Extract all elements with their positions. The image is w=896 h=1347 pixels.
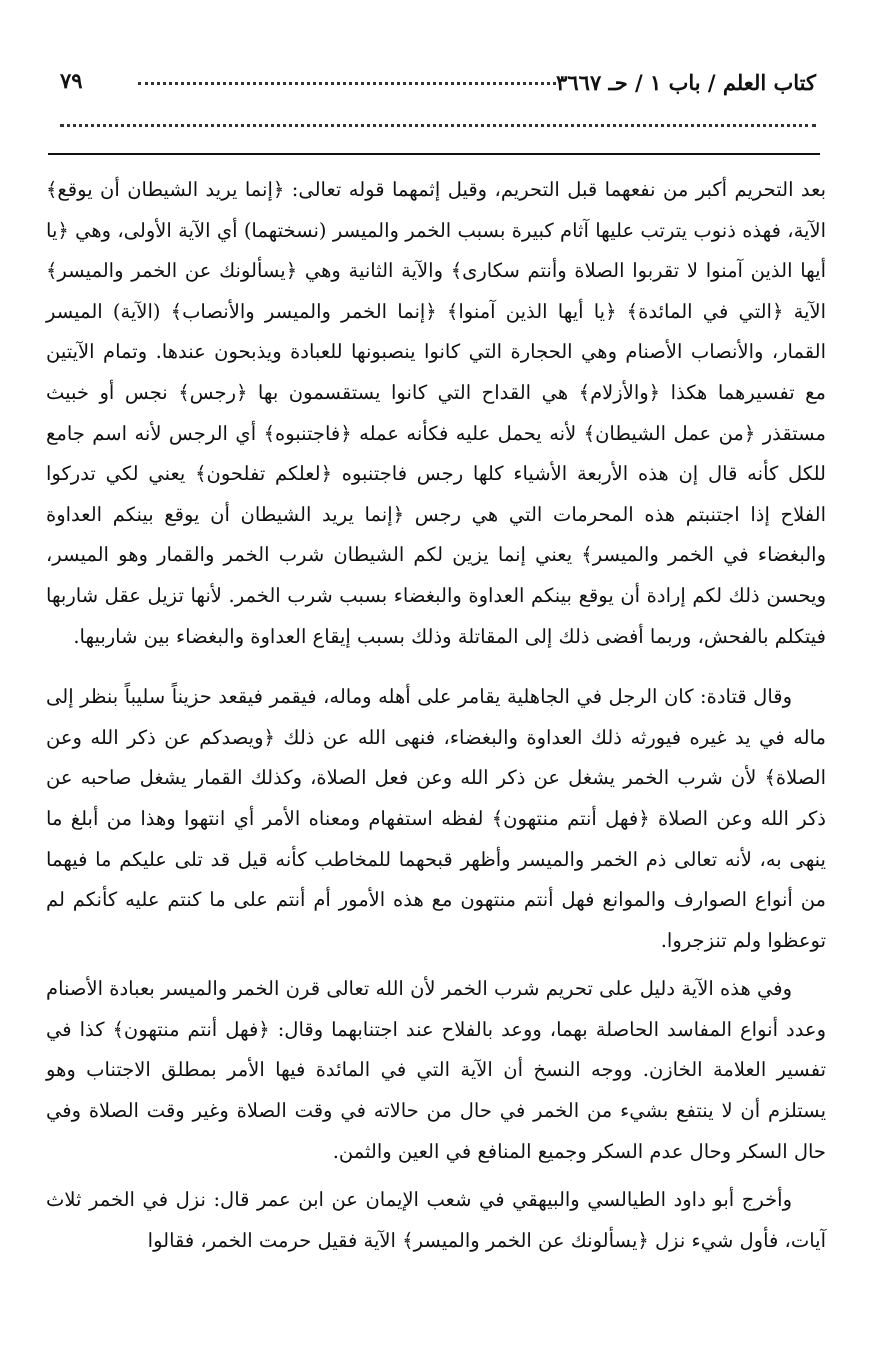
paragraph-spacer bbox=[46, 961, 826, 969]
paragraph-4: وأخرج أبو داود الطيالسي والبيهقي في شعب الإيمان عن ابن عمر قال: نزل في الخمر ثلاث آيات، فأول شيء نزل ﴿يسألونك عن الخمر والميسر﴾ الآية فقيل حرمت الخمر، فقالوا bbox=[46, 1188, 826, 1252]
paragraph-spacer bbox=[46, 1172, 826, 1180]
horizontal-rule bbox=[48, 153, 820, 155]
paragraph-2: وقال قتادة: كان الرجل في الجاهلية يقامر على أهله وماله، فيقمر فيقعد حزيناً سليباً بنظر إلى ماله في يد غيره فيورثه ذلك العداوة والبغضاء، فنهى الله عن ذلك ﴿ويصدكم عن ذكر الله وعن الصلاة﴾ لأن شرب الخمر يشغل عن ذكر الله وعن فعل الصلاة، وكذلك القمار يشغل صاحبه عن ذكر الله وعن الصلاة ﴿فهل أنتم منتهون﴾ لفظه استفهام ومعناه الأمر أي انتهوا وهذا من أبلغ ما ينهى به، لأنه تعالى ذم الخمر والميسر وأظهر قبحهما للمخاطب كأنه قيل قد تلى عليكم ما فيهما من أنواع الصوارف والموانع فهل أنتم منتهون مع هذه الأمور أم أنتم على ما كنتم عليه كأنكم لم توعظوا ولم تنزجروا. bbox=[46, 685, 826, 952]
main-text bbox=[46, 170, 826, 1261]
header-dot-leader bbox=[138, 82, 556, 85]
page-number: ٧٩ bbox=[60, 68, 83, 93]
paragraph-1: بعد التحريم أكبر من نفعهما قبل التحريم، وقيل إثمهما قوله تعالى: ﴿إنما يريد الشيطان أن يوقع﴾ الآية، فهذه ذنوب يترتب عليها آثام كبيرة بسبب الخمر والميسر (نسختهما) أي الآية الأولى، وهي ﴿يا أيها الذين آمنوا لا تقربوا الصلاة وأنتم سكارى﴾ والآية الثانية وهي ﴿يسألونك عن الخمر والميسر﴾ الآية ﴿التي في المائدة﴾ ﴿يا أيها الذين آمنوا﴾ ﴿إنما الخمر والميسر والأنصاب﴾ (الآية) الميسر القمار، والأنصاب الأصنام وهي الحجارة التي كانوا ينصبونها للعبادة ويذبحون عندها. وتمام الآيتين مع تفسيرهما هكذا ﴿والأزلام﴾ هي القداح التي كانوا يستقسمون بها ﴿رجس﴾ نجس أو خبيث مستقذر ﴿من عمل الشيطان﴾ لأنه يحمل عليه فكأنه عمله ﴿فاجتنبوه﴾ أي الرجس لأنه اسم جامع للكل كأنه قال إن هذه الأربعة الأشياء كلها رجس فاجتنبوه ﴿لعلكم تفلحون﴾ يعني لكي تدركوا الفلاح إذا اجتنبتم هذه المحرمات التي هي رجس ﴿إنما يريد الشيطان أن يوقع بينكم العداوة والبغضاء في الخمر والميسر﴾ يعني إنما يزين لكم الشيطان شرب الخمر والقمار وهو الميسر، ويحسن ذلك لكم إرادة أن يوقع بينكم العداوة والبغضاء بسبب شرب الخمر. لأنها تزيل عقل شاربها فيتكلم بالفحش، وربما أفضى ذلك إلى المقاتلة وذلك بسبب إيقاع العداوة والبغضاء بين شاربيها. bbox=[46, 178, 826, 648]
paragraph-spacer bbox=[46, 657, 826, 677]
running-header bbox=[60, 66, 816, 106]
paragraph-3: وفي هذه الآية دليل على تحريم شرب الخمر لأن الله تعالى قرن الخمر والميسر بعبادة الأصنام وعدد أنواع المفاسد الحاصلة بهما، ووعد بالفلاح عند اجتنابهما وقال: ﴿فهل أنتم منتهون﴾ كذا في تفسير العلامة الخازن. ووجه النسخ أن الآية التي في المائدة فيها الأمر بمطلق الاجتناب وهو يستلزم أن لا ينتفع بشيء من الخمر في حال من حالاته في وقت الصلاة وغير وقت الصلاة وفي حال السكر وحال عدم السكر وجميع المنافع في العين والثمن. bbox=[46, 977, 826, 1163]
dotted-separator bbox=[60, 124, 816, 127]
header-title: كتاب العلم / باب ١ / حـ ٣٦٦٧ bbox=[556, 70, 816, 95]
